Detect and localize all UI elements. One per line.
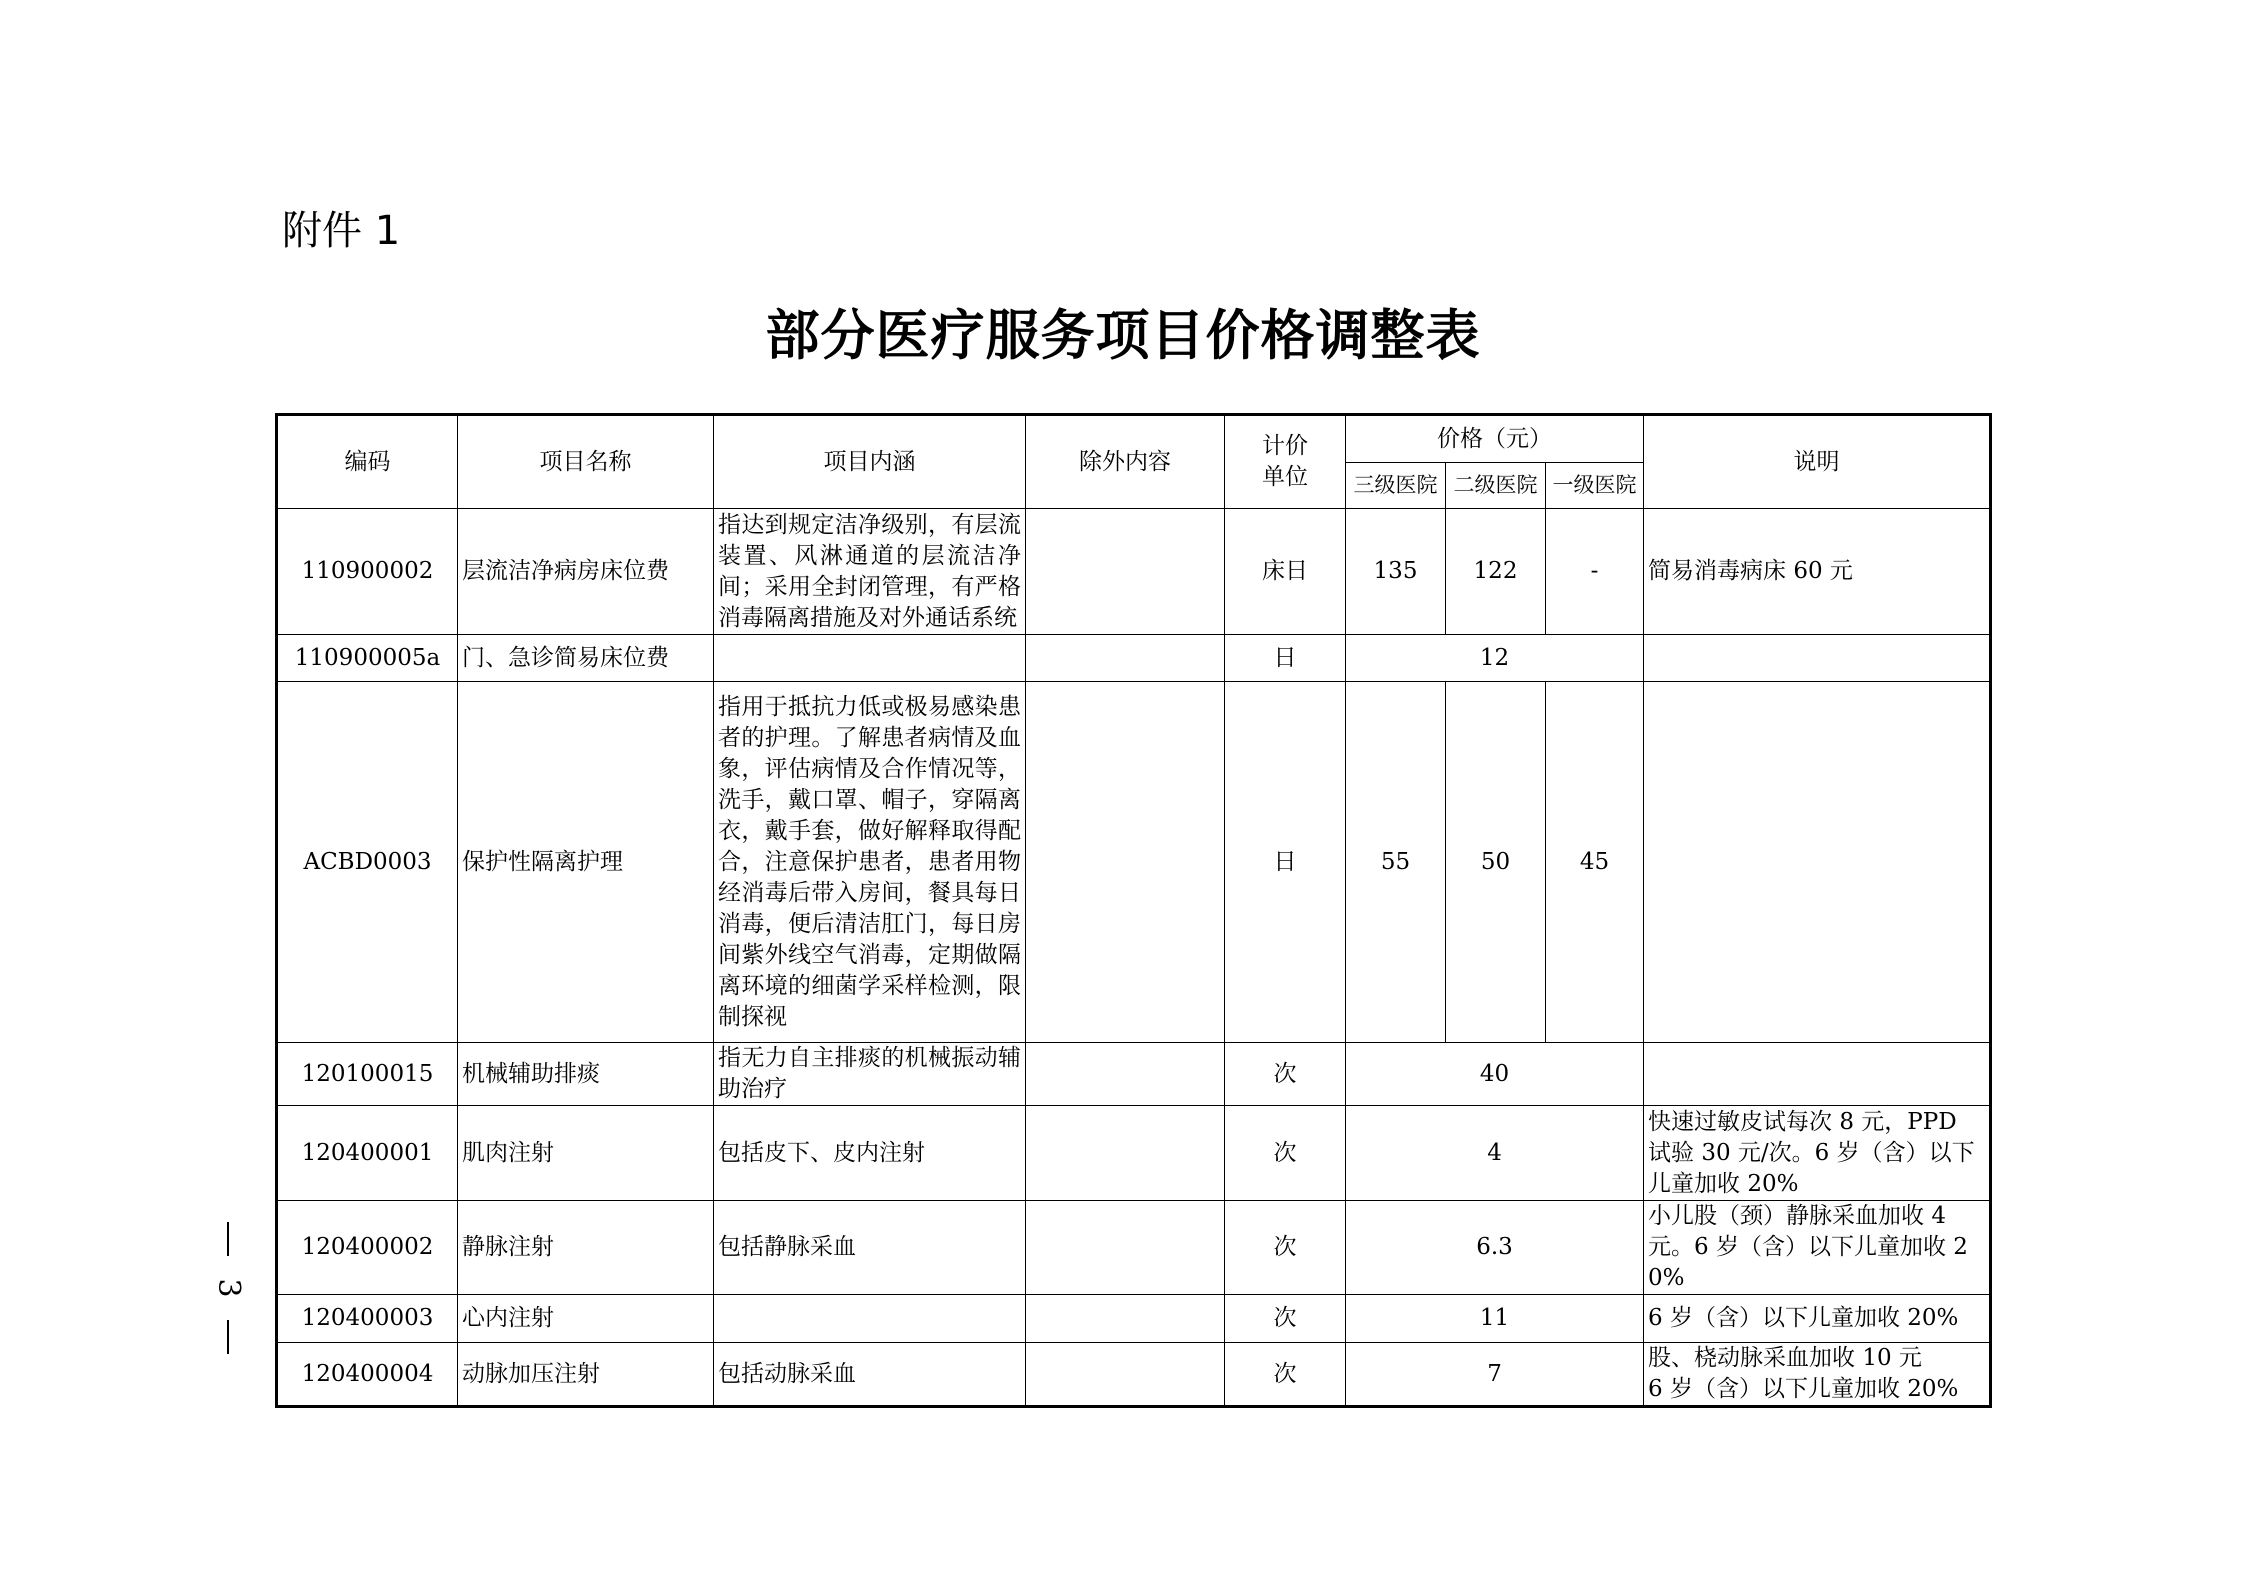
cell-name: 心内注射	[458, 1295, 714, 1343]
cell-name: 保护性隔离护理	[458, 682, 714, 1043]
cell-unit: 次	[1225, 1043, 1346, 1106]
header-name: 项目名称	[458, 415, 714, 509]
table-row	[277, 635, 1991, 682]
cell-content: 包括皮下、皮内注射	[714, 1106, 1026, 1201]
header-price-group: 价格（元）	[1346, 415, 1644, 463]
cell-note: 小儿股（颈）静脉采血加收 4 元。6 岁（含）以下儿童加收 20%	[1644, 1201, 1991, 1295]
cell-content: 指达到规定洁净级别，有层流装置、风淋通道的层流洁净间；采用全封闭管理，有严格消毒隔离措施及对外通话系统	[714, 509, 1026, 635]
cell-code: 120400001	[277, 1106, 458, 1201]
cell-name: 肌肉注射	[458, 1106, 714, 1201]
table-row	[277, 1106, 1991, 1201]
header-note: 说明	[1644, 415, 1991, 509]
header-unit: 计价单位	[1225, 415, 1346, 509]
cell-level1-price: 45	[1546, 682, 1644, 1043]
cell-name: 门、急诊简易床位费	[458, 635, 714, 682]
note-line: 6 岁（含）以下儿童加收 20%	[1648, 1376, 1959, 1402]
cell-exclusion	[1026, 635, 1225, 682]
cell-unit: 次	[1225, 1295, 1346, 1343]
cell-level3-price: 55	[1346, 682, 1446, 1043]
cell-level2-price: 50	[1446, 682, 1546, 1043]
cell-note	[1644, 682, 1991, 1043]
table-row	[277, 509, 1991, 635]
attachment-label: 附件 1	[282, 208, 401, 254]
cell-uniform-price: 7	[1346, 1343, 1644, 1407]
cell-content	[714, 635, 1026, 682]
cell-exclusion	[1026, 1201, 1225, 1295]
cell-level3-price: 135	[1346, 509, 1446, 635]
cell-content: 指无力自主排痰的机械振动辅助治疗	[714, 1043, 1026, 1106]
cell-uniform-price: 12	[1346, 635, 1644, 682]
cell-content	[714, 1295, 1026, 1343]
cell-level1-price: -	[1546, 509, 1644, 635]
page-number-marker	[208, 1222, 248, 1354]
cell-exclusion	[1026, 1343, 1225, 1407]
cell-uniform-price: 11	[1346, 1295, 1644, 1343]
cell-note	[1644, 635, 1991, 682]
cell-code: ACBD0003	[277, 682, 458, 1043]
table-row	[277, 1201, 1991, 1295]
header-level3: 三级医院	[1346, 463, 1446, 509]
page-dash-bottom	[227, 1320, 229, 1354]
cell-note: 快速过敏皮试每次 8 元，PPD 试验 30 元/次。6 岁（含）以下儿童加收 20%	[1644, 1106, 1991, 1201]
cell-name: 静脉注射	[458, 1201, 714, 1295]
cell-uniform-price: 4	[1346, 1106, 1644, 1201]
cell-unit: 次	[1225, 1343, 1346, 1407]
note-line: 股、桡动脉采血加收 10 元	[1648, 1345, 1922, 1371]
table-row	[277, 1295, 1991, 1343]
header-content: 项目内涵	[714, 415, 1026, 509]
cell-note: 6 岁（含）以下儿童加收 20%	[1644, 1295, 1991, 1343]
header-level1: 一级医院	[1546, 463, 1644, 509]
cell-exclusion	[1026, 1043, 1225, 1106]
cell-name: 机械辅助排痰	[458, 1043, 714, 1106]
header-code: 编码	[277, 415, 458, 509]
cell-content: 指用于抵抗力低或极易感染患者的护理。了解患者病情及血象，评估病情及合作情况等，洗手，戴口罩、帽子，穿隔离衣，戴手套，做好解释取得配合，注意保护患者，患者用物经消毒后带入房间，餐具每日消毒，便后清洁肛门，每日房间紫外线空气消毒，定期做隔离环境的细菌学采样检测，限制探视	[714, 682, 1026, 1043]
cell-unit: 次	[1225, 1201, 1346, 1295]
document-title: 部分医疗服务项目价格调整表	[765, 303, 1481, 367]
header-level2: 二级医院	[1446, 463, 1546, 509]
cell-content: 包括动脉采血	[714, 1343, 1026, 1407]
cell-exclusion	[1026, 1106, 1225, 1201]
page-dash-top	[227, 1222, 229, 1256]
cell-note: 简易消毒病床 60 元	[1644, 509, 1991, 635]
table-row	[277, 1343, 1991, 1407]
cell-unit: 床日	[1225, 509, 1346, 635]
cell-unit: 日	[1225, 682, 1346, 1043]
cell-note	[1644, 1043, 1991, 1106]
cell-exclusion	[1026, 1295, 1225, 1343]
cell-name: 动脉加压注射	[458, 1343, 714, 1407]
cell-exclusion	[1026, 509, 1225, 635]
cell-code: 120400002	[277, 1201, 458, 1295]
cell-code: 110900005a	[277, 635, 458, 682]
cell-code: 110900002	[277, 509, 458, 635]
cell-code: 120400003	[277, 1295, 458, 1343]
table-row	[277, 1043, 1991, 1106]
header-exclusion: 除外内容	[1026, 415, 1225, 509]
cell-code: 120400004	[277, 1343, 458, 1407]
cell-level2-price: 122	[1446, 509, 1546, 635]
cell-exclusion	[1026, 682, 1225, 1043]
cell-code: 120100015	[277, 1043, 458, 1106]
cell-unit: 次	[1225, 1106, 1346, 1201]
table-row	[277, 682, 1991, 1043]
cell-name: 层流洁净病房床位费	[458, 509, 714, 635]
cell-unit: 日	[1225, 635, 1346, 682]
cell-content: 包括静脉采血	[714, 1201, 1026, 1295]
cell-uniform-price: 6.3	[1346, 1201, 1644, 1295]
cell-uniform-price: 40	[1346, 1043, 1644, 1106]
page-number: 3	[211, 1278, 246, 1298]
price-adjustment-table	[275, 413, 1992, 1408]
cell-note	[1644, 1343, 1991, 1407]
